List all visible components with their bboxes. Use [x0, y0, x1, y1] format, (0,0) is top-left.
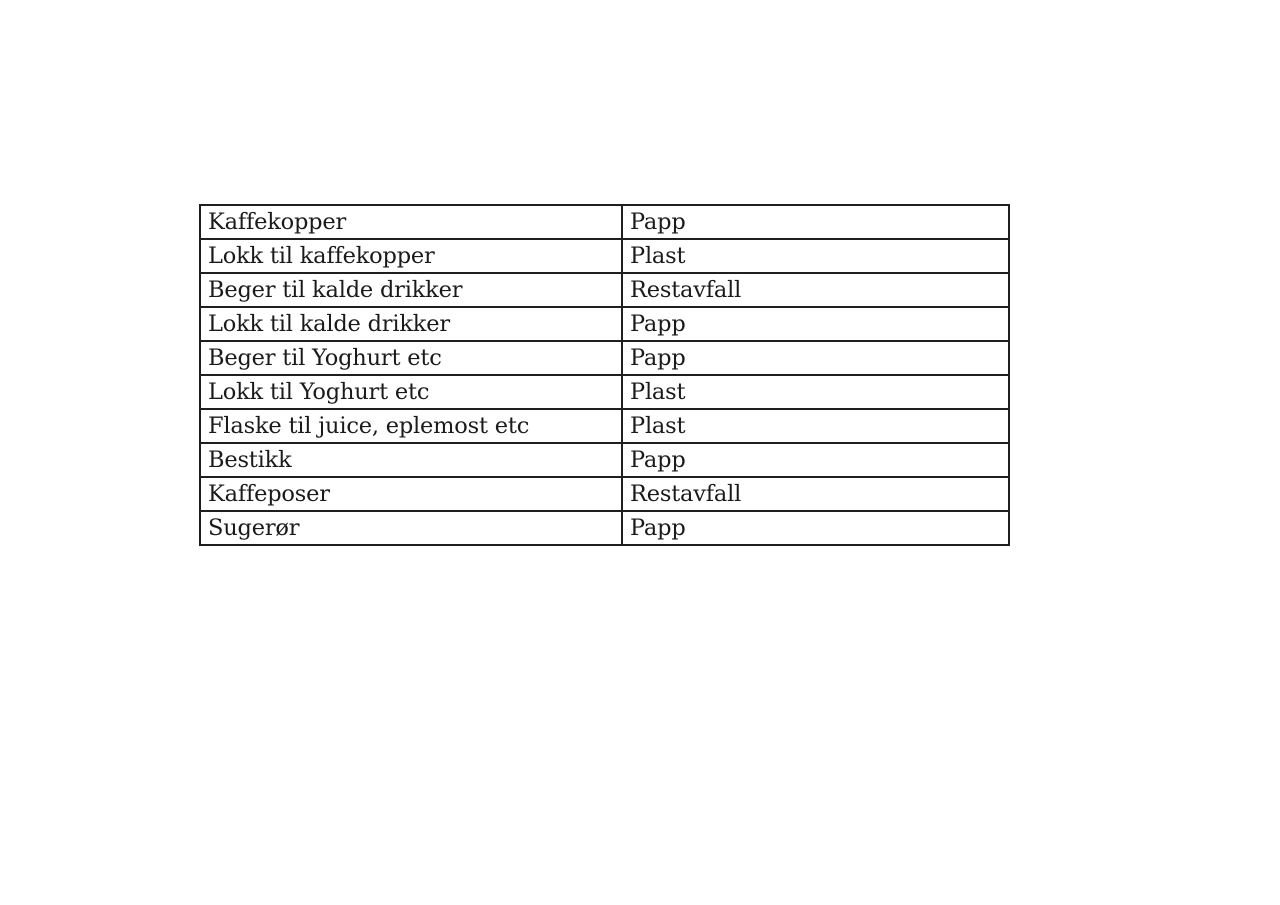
table-row: [200, 239, 1009, 273]
item-cell: Lokk til kaffekopper: [200, 239, 622, 273]
category-cell: Papp: [622, 205, 1009, 239]
table-row: [200, 273, 1009, 307]
table-row: [200, 205, 1009, 239]
category-cell: Papp: [622, 443, 1009, 477]
item-cell: Sugerør: [200, 511, 622, 545]
table-row: [200, 375, 1009, 409]
table-row: [200, 443, 1009, 477]
table-row: [200, 409, 1009, 443]
category-cell: Papp: [622, 341, 1009, 375]
item-cell: Flaske til juice, eplemost etc: [200, 409, 622, 443]
category-cell: Plast: [622, 239, 1009, 273]
table-row: [200, 511, 1009, 545]
item-cell: Lokk til kalde drikker: [200, 307, 622, 341]
item-cell: Kaffekopper: [200, 205, 622, 239]
item-cell: Kaffeposer: [200, 477, 622, 511]
category-cell: Plast: [622, 409, 1009, 443]
table-row: [200, 341, 1009, 375]
category-cell: Restavfall: [622, 477, 1009, 511]
category-cell: Papp: [622, 511, 1009, 545]
item-cell: Lokk til Yoghurt etc: [200, 375, 622, 409]
category-cell: Restavfall: [622, 273, 1009, 307]
item-cell: Bestikk: [200, 443, 622, 477]
item-cell: Beger til Yoghurt etc: [200, 341, 622, 375]
item-cell: Beger til kalde drikker: [200, 273, 622, 307]
waste-sorting-table: [199, 204, 1010, 546]
table-row: [200, 307, 1009, 341]
category-cell: Plast: [622, 375, 1009, 409]
table-row: [200, 477, 1009, 511]
category-cell: Papp: [622, 307, 1009, 341]
